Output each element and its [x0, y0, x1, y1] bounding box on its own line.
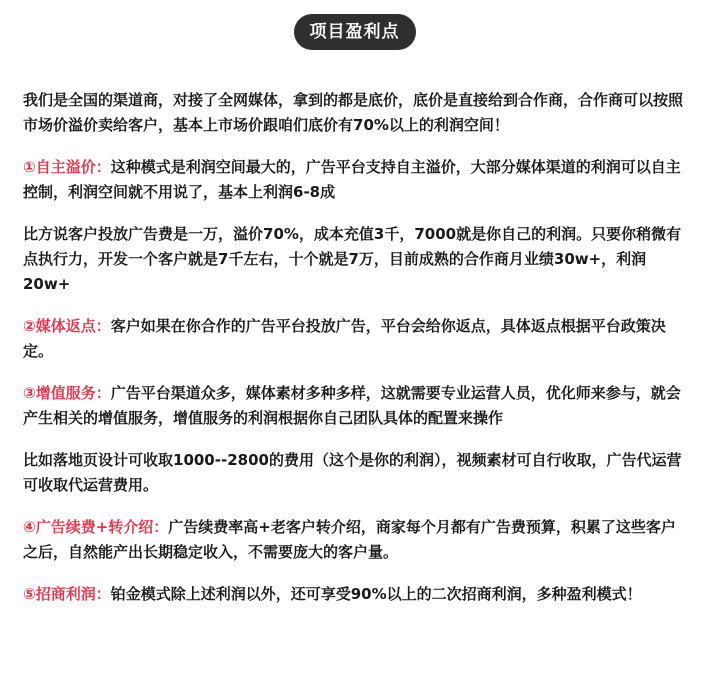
paragraph-highlight: ①自主溢价： — [23, 158, 111, 176]
paragraph-text: 这种模式是利润空间最大的，广告平台支持自主溢价，大部分媒体渠道的利润可以自主控制，利润空间就不用说了，基本上利润6-8成 — [23, 158, 681, 201]
paragraph-text: 比方说客户投放广告费是一万，溢价70%，成本充值3千，7000就是你自己的利润。只要你稍微有点执行力，开发一个客户就是7千左右，十个就是7万，目前成熟的合作商月业绩30w+，利润20w+ — [23, 225, 682, 293]
paragraph-text: 我们是全国的渠道商，对接了全网媒体，拿到的都是底价，底价是直接给到合作商，合作商可以按照市场价溢价卖给客户，基本上市场价跟咱们底价有70%以上的利润空间！ — [23, 91, 684, 134]
page-title: 项目盈利点 — [294, 14, 416, 50]
paragraph-intro — [23, 88, 689, 138]
paragraph-example — [23, 222, 689, 297]
paragraph-text: 铂金模式除上述利润以外，还可享受90%以上的二次招商利润，多种盈利模式！ — [110, 585, 642, 603]
paragraph-highlight: ⑤招商利润： — [23, 585, 111, 603]
paragraph-text: 广告平台渠道众多，媒体素材多种多样，这就需要专业运营人员，优化师来参与，就会产生相关的增值服务，增值服务的利润根据你自己团队具体的配置来操作 — [23, 384, 681, 427]
paragraph-media-rebate — [23, 314, 689, 364]
paragraph-self-premium — [23, 155, 689, 205]
paragraph-franchise-profit — [23, 582, 689, 607]
paragraph-value-added — [23, 381, 689, 431]
paragraph-text: 客户如果在你合作的广告平台投放广告，平台会给你返点，具体返点根据平台政策决定。 — [23, 317, 666, 360]
paragraph-highlight: ②媒体返点： — [23, 317, 111, 335]
title-area — [0, 14, 709, 50]
paragraph-landing-example — [23, 448, 689, 498]
paragraph-text: 比如落地页设计可收取1000--2800的费用（这个是你的利润），视频素材可自行收取，广告代运营可收取代运营费用。 — [23, 451, 682, 494]
paragraph-text: 广告续费率高+老客户转介绍，商家每个月都有广告费预算，积累了这些客户之后，自然能产出长期稳定收入，不需要庞大的客户量。 — [23, 518, 676, 561]
paragraph-highlight: ④广告续费+转介绍： — [23, 518, 169, 536]
paragraph-renewal-referral — [23, 515, 689, 565]
paragraph-highlight: ③增值服务： — [23, 384, 111, 402]
content-body — [23, 88, 689, 624]
